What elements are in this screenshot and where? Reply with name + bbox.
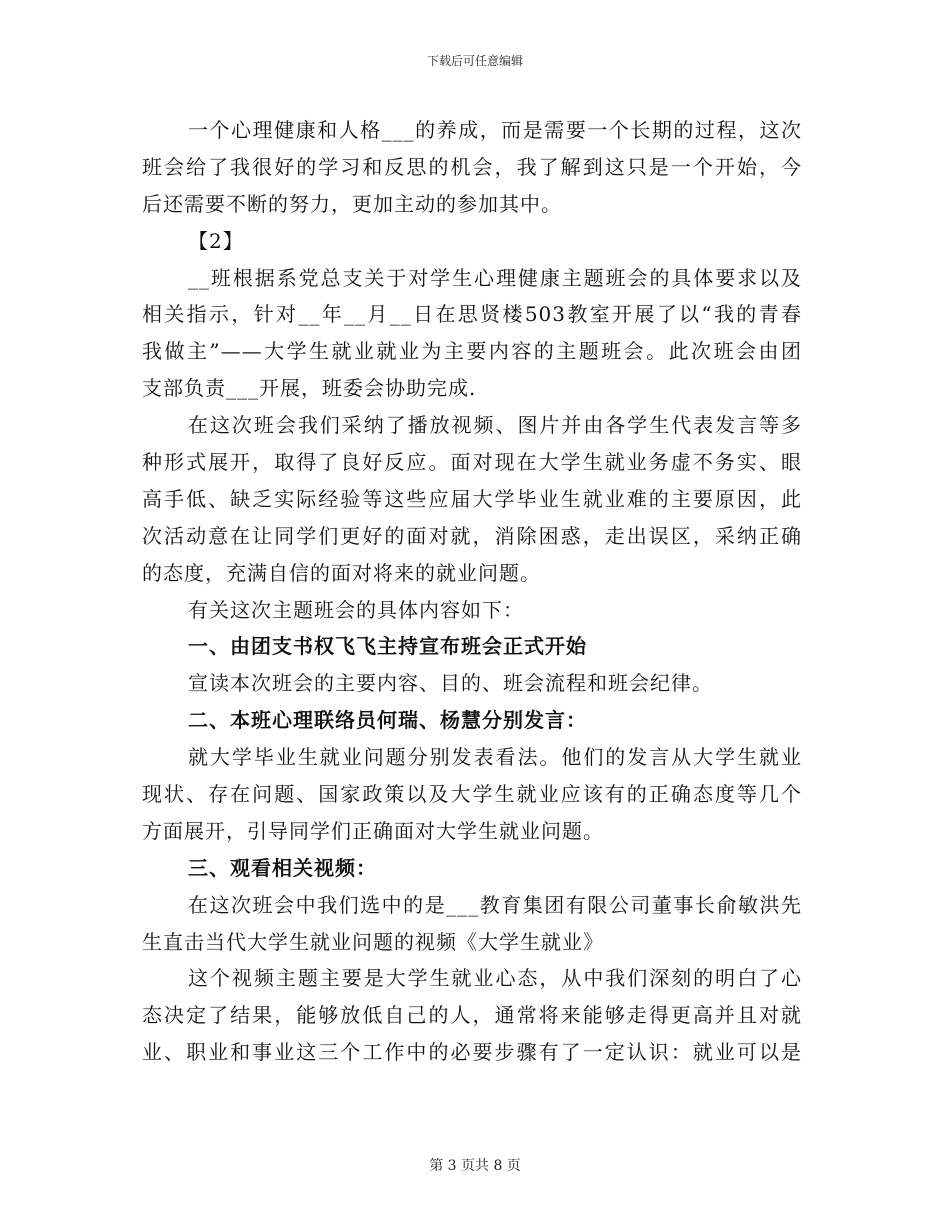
section-number: 【2】 xyxy=(188,228,244,253)
paragraph-line: 宣读本次班会的主要内容、目的、班会流程和班会纪律。 xyxy=(188,671,713,696)
paragraph-line: 在这次班会中我们选中的是___教育集团有限公司董事长俞敏洪先 xyxy=(188,892,802,917)
paragraph-line: __班根据系党总支关于对学生心理健康主题班会的具体要求以及 xyxy=(188,265,802,290)
paragraph-line: 这个视频主题主要是大学生就业心态，从中我们深刻的明白了心 xyxy=(188,966,802,991)
paragraph-line: 相关指示，针对__年__月__日在思贤楼503教室开展了以“我的青春 xyxy=(142,302,802,327)
paragraph-line: 生直击当代大学生就业问题的视频《大学生就业》 xyxy=(142,929,604,954)
paragraph-line: 一个心理健康和人格___的养成，而是需要一个长期的过程，这次 xyxy=(188,118,802,142)
paragraph-line: 方面展开，引导同学们正确面对大学生就业问题。 xyxy=(142,818,604,843)
paragraph-line: 就大学毕业生就业问题分别发表看法。他们的发言从大学生就业 xyxy=(188,745,802,770)
paragraph-line: 在这次班会我们采纳了播放视频、图片并由各学生代表发言等多 xyxy=(188,413,802,438)
paragraph-line: 支部负责___开展，班委会协助完成. xyxy=(142,376,477,401)
paragraph-line: 态决定了结果，能够放低自己的人，通常将来能够走得更高并且对就 xyxy=(142,1003,802,1028)
paragraph-line: 高手低、缺乏实际经验等这些应届大学毕业生就业难的主要原因，此 xyxy=(142,486,802,511)
paragraph-line: 业、职业和事业这三个工作中的必要步骤有了一定认识：就业可以是 xyxy=(142,1040,802,1065)
paragraph-line: 次活动意在让同学们更好的面对就，消除困惑，走出误区，采纳正确 xyxy=(142,523,802,548)
paragraph-line: 的态度，充满自信的面对将来的就业问题。 xyxy=(142,560,541,585)
section-heading: 一、由团支书权飞飞主持宣布班会正式开始 xyxy=(188,634,587,659)
section-heading: 三、观看相关视频： xyxy=(188,855,377,880)
paragraph-line: 种形式展开，取得了良好反应。面对现在大学生就业务虚不务实、眼 xyxy=(142,450,802,475)
page-footer: 第 3 页共 8 页 xyxy=(429,1158,521,1174)
section-heading: 二、本班心理联络员何瑞、杨慧分别发言： xyxy=(188,708,587,733)
document-body xyxy=(142,112,802,1071)
paragraph-line: 现状、存在问题、国家政策以及大学生就业应该有的正确态度等几个 xyxy=(142,782,802,807)
paragraph-line: 后还需要不断的努力，更加主动的参加其中。 xyxy=(142,191,562,216)
page-header: 下载后可任意编辑 xyxy=(426,54,523,68)
paragraph-line: 有关这次主题班会的具体内容如下： xyxy=(188,597,524,622)
paragraph-line: 我做主”——大学生就业就业为主要内容的主题班会。此次班会由团 xyxy=(142,339,802,364)
paragraph-line: 班会给了我很好的学习和反思的机会，我了解到这只是一个开始，今 xyxy=(142,154,802,179)
